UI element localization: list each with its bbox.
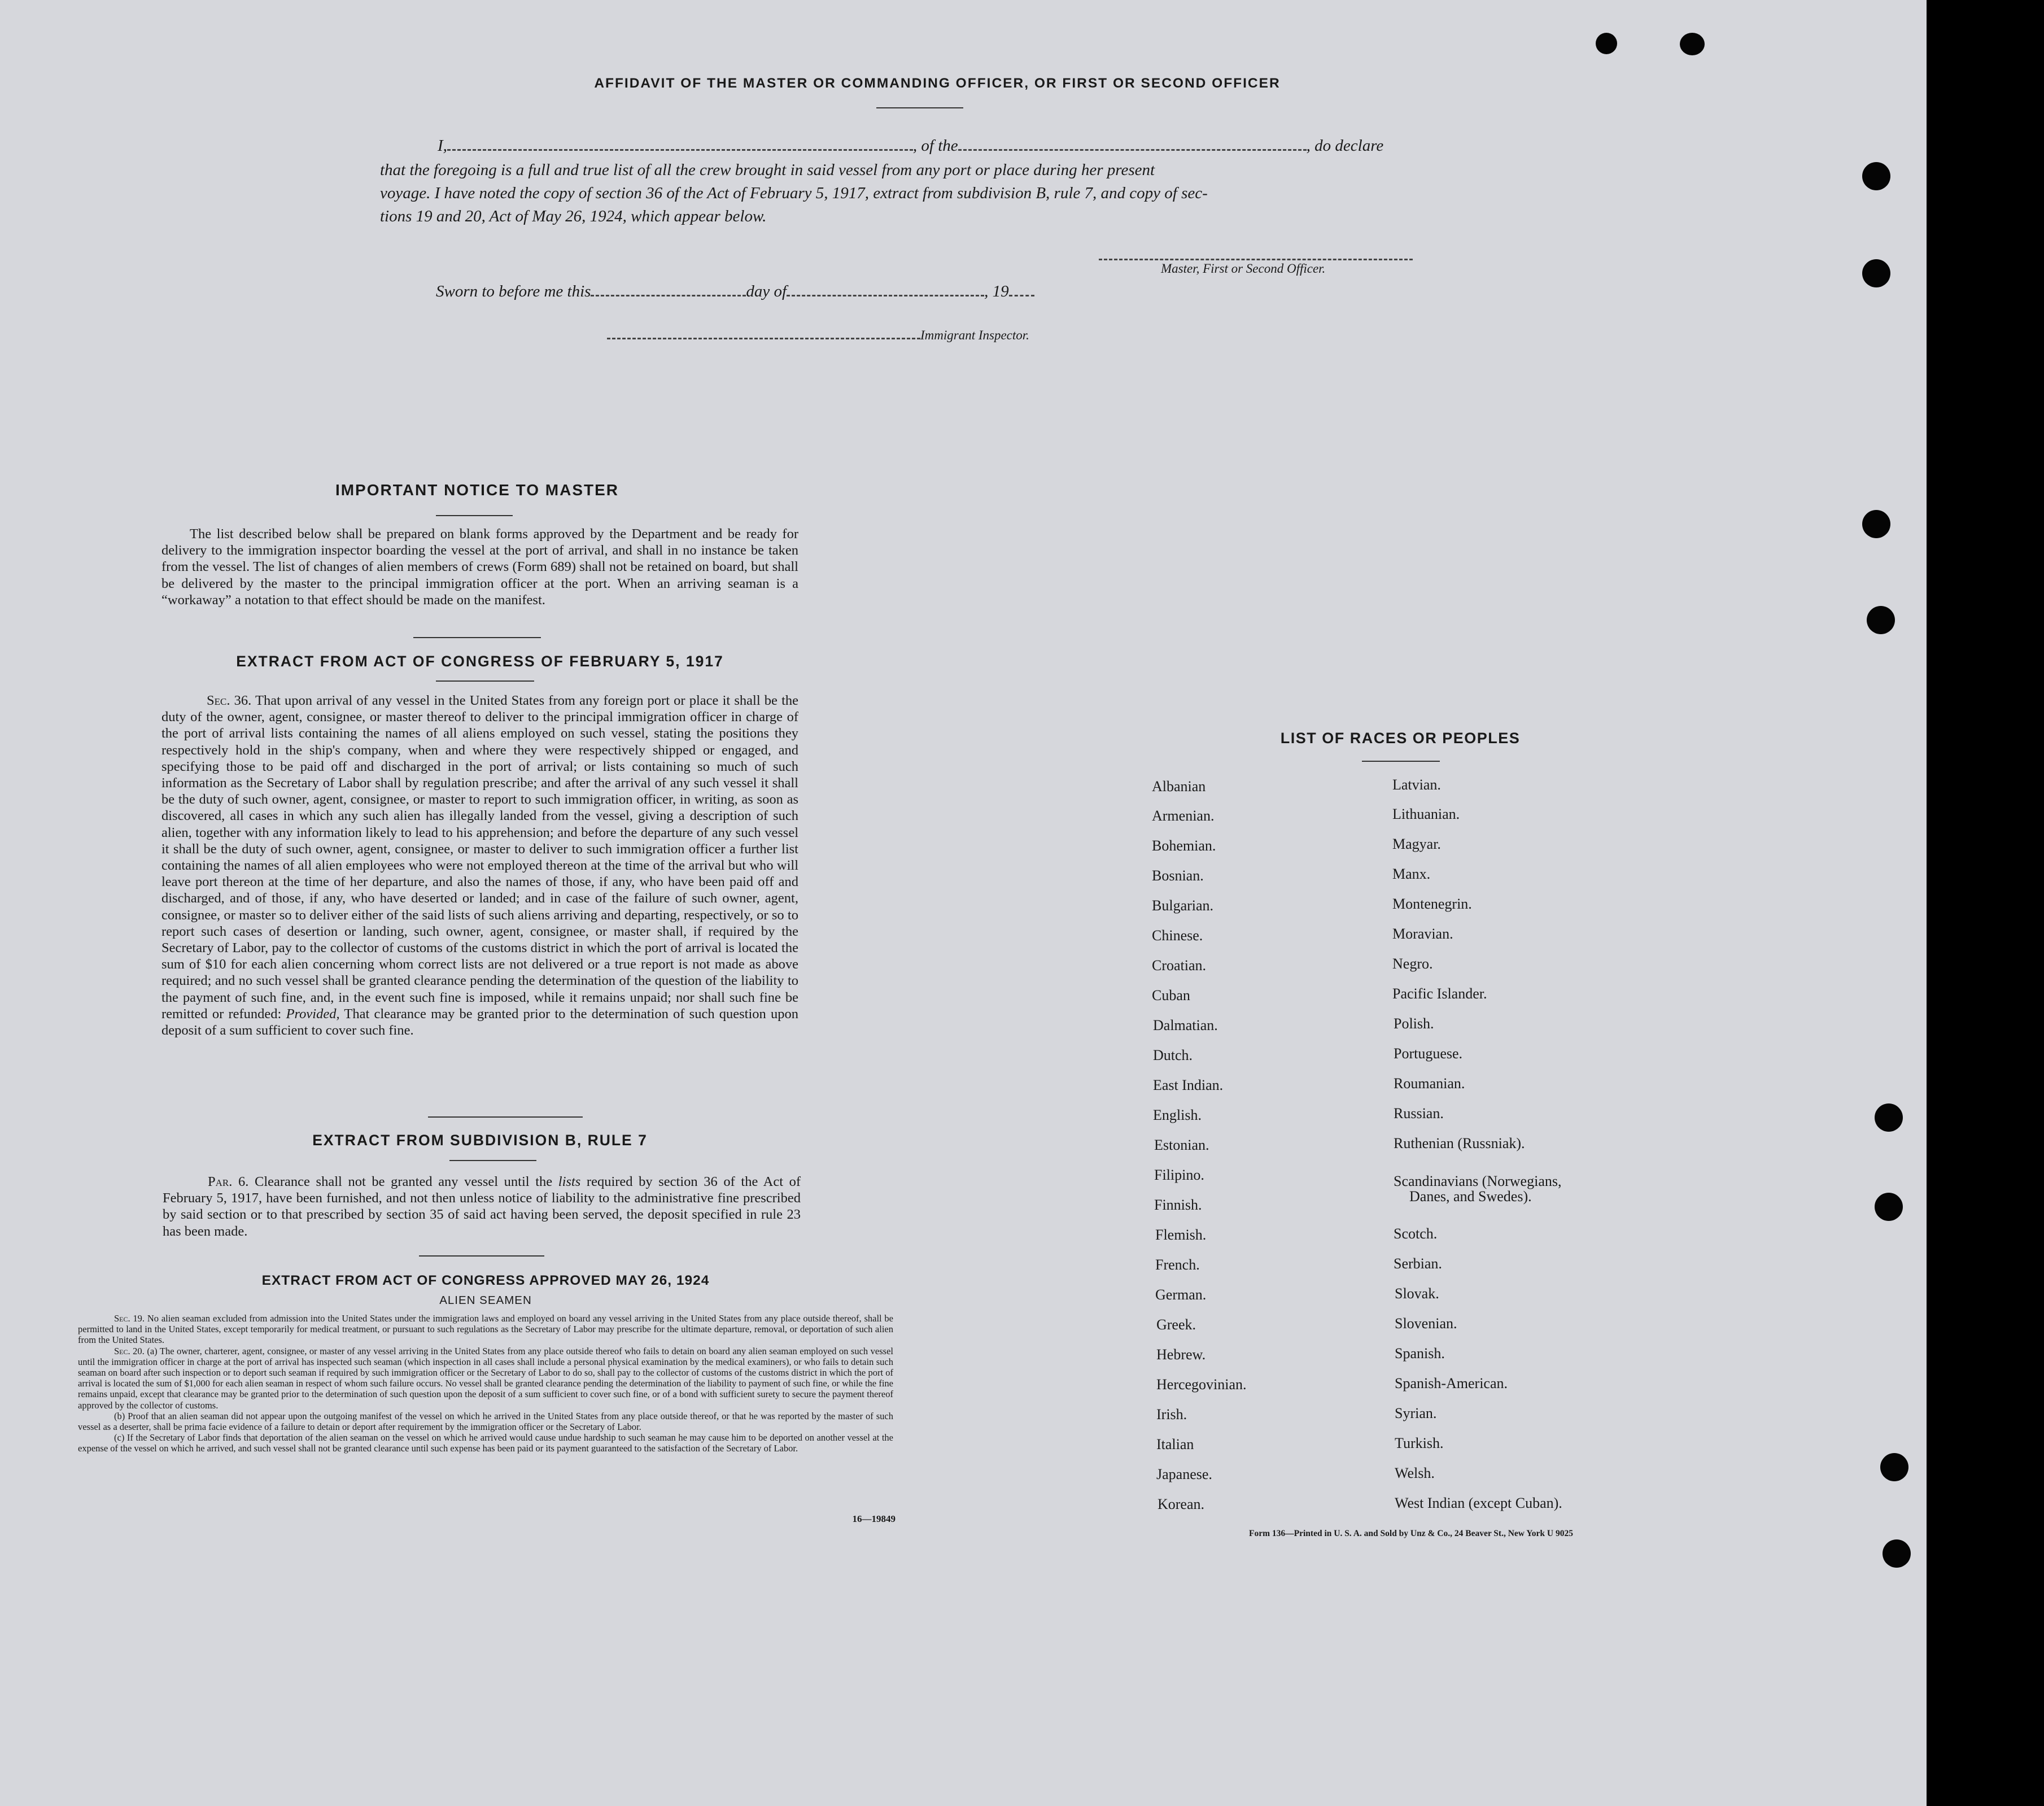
race-item-filipino: Filipino. (1154, 1167, 1204, 1183)
affidavit-line-2: that the foregoing is a full and true list of all the crew brought in said vessel from any port or place during her present (380, 161, 1155, 179)
punch-hole (1880, 1453, 1908, 1481)
race-item-dalmatian: Dalmatian. (1153, 1017, 1218, 1033)
master-name-field[interactable] (447, 143, 913, 151)
affidavit-title: AFFIDAVIT OF THE MASTER OR COMMANDING OFFICER, OR FIRST OR SECOND OFFICER (594, 76, 1281, 91)
vessel-name-field[interactable] (958, 143, 1307, 151)
race-item-russian: Russian. (1394, 1105, 1444, 1122)
race-item-serbian: Serbian. (1394, 1255, 1442, 1272)
inspector-line (607, 328, 1029, 343)
race-item-east-indian: East Indian. (1153, 1077, 1224, 1093)
divider (428, 1116, 583, 1118)
race-item-flemish: Flemish. (1155, 1227, 1207, 1243)
inspector-signature-field[interactable] (607, 332, 920, 339)
par-6-label: Par. 6. (208, 1174, 249, 1189)
race-item-bosnian: Bosnian. (1152, 867, 1204, 884)
affidavit-of-the: , of the (912, 137, 958, 155)
punch-hole (1862, 162, 1890, 190)
race-item-dutch: Dutch. (1153, 1047, 1193, 1063)
punch-hole (1875, 1103, 1903, 1132)
affidavit-declare: , do declare (1306, 137, 1384, 155)
sec-20c: (c) If the Secretary of Labor finds that deportation of the alien seaman on the vessel on which he arrived would cause undue hardship to such seaman he may cause him to be deported on another vessel at the expense of the vessel on which he arrived, and such vessel shall not be granted clearance until such expense has been paid or its payment guaranteed to the satisfaction of the Secretary of Labor. (78, 1432, 893, 1454)
extract-1924-title: EXTRACT FROM ACT OF CONGRESS APPROVED MAY 26, 1924 (261, 1273, 710, 1288)
master-signature-label: Master, First or Second Officer. (1161, 261, 1326, 276)
sworn-day-of: day of (746, 282, 787, 300)
par-6-body-b: required by section 36 of the Act of February 5, 1917, have been furnished, and not then unless notice of liability to the administrative fine prescribed by said section or to that prescribed by section 35 of said act having been served, the deposit specified in rule 23 has been made. (163, 1174, 801, 1239)
sworn-line (436, 282, 1034, 301)
notice-title: IMPORTANT NOTICE TO MASTER (335, 481, 619, 499)
punch-hole (1862, 510, 1890, 538)
race-item-english: English. (1153, 1107, 1202, 1123)
race-item-albanian: Albanian (1152, 778, 1206, 795)
race-item-scandinavians-norwegians: Scandinavians (Norwegians, (1394, 1173, 1562, 1189)
affidavit-line-1 (438, 137, 1448, 155)
race-item-japanese: Japanese. (1156, 1466, 1212, 1482)
race-item-welsh: Welsh. (1395, 1465, 1435, 1481)
race-item-slovak: Slovak. (1395, 1285, 1439, 1302)
sworn-year: , 19 (984, 282, 1009, 300)
race-item-syrian: Syrian. (1395, 1405, 1437, 1421)
divider (419, 1255, 544, 1257)
race-item-roumanian: Roumanian. (1394, 1075, 1465, 1092)
race-item-hebrew: Hebrew. (1156, 1346, 1206, 1363)
race-item-turkish: Turkish. (1395, 1435, 1444, 1451)
master-signature-field[interactable] (1099, 253, 1413, 260)
race-item-negro: Negro. (1392, 956, 1433, 972)
race-item-scotch: Scotch. (1394, 1225, 1438, 1242)
race-item-greek: Greek. (1156, 1316, 1196, 1333)
sec-20-label: Sec. 20. (114, 1345, 145, 1356)
sec-20b: (b) Proof that an alien seaman did not appear upon the outgoing manifest of the vessel on which he arrived in the United States from any place outside thereof, or that he was reported by the master of such vessel as a deserter, shall be prima facie evidence of a failure to detain or deport after requirement by the immigration officer or the Secretary of Labor. (78, 1410, 893, 1433)
alien-seamen-subtitle: ALIEN SEAMEN (439, 1294, 532, 1307)
affidavit-line-3: voyage. I have noted the copy of section 36 of the Act of February 5, 1917, extract from subdivision B, rule 7, and copy of sec- (380, 184, 1208, 202)
race-item-magyar: Magyar. (1392, 836, 1441, 852)
race-item-spanish-american: Spanish-American. (1395, 1375, 1508, 1391)
extract-1917-title: EXTRACT FROM ACT OF CONGRESS OF FEBRUARY 5, 1917 (236, 653, 724, 670)
sworn-prefix: Sworn to before me this (436, 282, 591, 300)
race-item-french: French. (1155, 1257, 1200, 1273)
print-code: 16—19849 (852, 1513, 896, 1524)
notice-text (161, 526, 798, 608)
race-item-italian: Italian (1156, 1436, 1194, 1452)
sworn-month-field[interactable] (787, 289, 984, 296)
race-item-scandinavians-cont: Danes, and Swedes). (1409, 1188, 1532, 1205)
race-item-armenian: Armenian. (1152, 808, 1215, 824)
punch-hole (1596, 33, 1617, 54)
par-6-body-a: Clearance shall not be granted any vessel until the (255, 1174, 553, 1189)
race-item-irish: Irish. (1156, 1406, 1187, 1423)
punch-hole (1875, 1193, 1903, 1221)
sworn-date-field[interactable] (591, 289, 746, 296)
sec-19-body: No alien seaman excluded from admission into the United States under the immigration laws and employed on board any vessel arriving in the United States from any place outside thereof, shall be permitted to land in the United States, except temporarily for medical treatment, or pursuant to such regulations as the Secretary of Labor may prescribe for the ultimate departure, removal, or deportation of such alien from the United States. (78, 1313, 893, 1346)
race-item-lithuanian: Lithuanian. (1392, 806, 1460, 822)
form-footer: Form 136—Printed in U. S. A. and Sold by Unz & Co., 24 Beaver St., New York U 9025 (1249, 1529, 1573, 1538)
race-item-korean: Korean. (1158, 1496, 1205, 1512)
sec-20a (78, 1346, 893, 1411)
affidavit-line-4: tions 19 and 20, Act of May 26, 1924, which appear below. (380, 207, 767, 225)
lists-word: lists (558, 1174, 581, 1189)
divider (413, 637, 541, 638)
punch-hole (1862, 259, 1890, 287)
race-item-ruthenian-russniak: Ruthenian (Russniak). (1394, 1135, 1525, 1151)
race-item-slovenian: Slovenian. (1395, 1315, 1457, 1332)
sec-36-body: That upon arrival of any vessel in the United States from any foreign port or place it shall be the duty of the owner, agent, consignee, or master thereof to deliver to the principal immigration officer in charge of the port of arrival lists containing the names of all aliens employed on such vessel, stating the positions they respectively hold in the ship's company, when and where they were respectively shipped or engaged, and specifying those to be paid off and discharged in the port of arrival; or lists containing so much of such information as the Secretary of Labor shall by regulation prescribe; and after the arrival of any such vessel it shall be the duty of such owner, agent, consignee, or master to report to such immigration officer, in writing, as soon as discovered, all cases in which any such alien has illegally landed from the vessel, giving a description of such alien, together with any information likely to lead to his apprehension; and before the departure of any such vessel it shall be the duty of such owner, agent, consignee, or master to deliver to such immigration officer a further list containing the names of all alien employees who were not employed thereon at the time of the arrival but who will leave port thereon at the time of her departure, and also the names of those, if any, who have been paid off and discharged, and of those, if any, who have deserted or landed; and in case of the failure of such owner, agent, consignee, or master so to deliver either of the said lists of such aliens arriving and departing, respectively, or so to report such cases of desertion or landing, such owner, agent, consignee, or master shall, if required by the Secretary of Labor, pay to the collector of customs of the customs district in which the port of arrival is located the sum of $10 for each alien concerning whom correct lists are not delivered or a true report is not made as above required; and no such vessel shall be granted clearance pending the determination of the question of the liability to the payment of such fine, and, in the event such fine is imposed, while it remains unpaid; nor shall such fine be remitted or refunded: (161, 693, 798, 1022)
race-item-west-indian-except-cuban: West Indian (except Cuban). (1395, 1495, 1562, 1511)
extract-1924-text (78, 1313, 893, 1454)
races-title: LIST OF RACES OR PEOPLES (1280, 730, 1521, 747)
race-item-hercegovinian: Hercegovinian. (1156, 1376, 1247, 1393)
subdivision-b-text (163, 1174, 801, 1240)
race-item-bohemian: Bohemian. (1152, 837, 1216, 854)
inspector-label: Immigrant Inspector. (920, 328, 1029, 342)
provided-word: Provided, (286, 1006, 340, 1022)
divider (436, 515, 513, 516)
race-item-cuban: Cuban (1152, 987, 1190, 1004)
extract-1917-text (161, 692, 798, 1039)
race-item-portuguese: Portuguese. (1394, 1045, 1463, 1062)
sworn-year-field[interactable] (1009, 289, 1034, 296)
race-item-manx: Manx. (1392, 866, 1431, 882)
sec-20a-body: (a) The owner, charterer, agent, consignee, or master of any vessel arriving in the United States from any place outside thereof who fails to detain on board any alien seaman employed on such vessel until the immigration officer in charge at the port of arrival has inspected such seaman (which inspection in all cases shall include a personal physical examination by the medical examiners), or who fails to detain such seaman on board after such inspection or to deport such seaman if required by such immigration officer or the Secretary of Labor to do so, shall pay to the collector of customs of the customs district in which the port of arrival is located the sum of $1,000 for each alien seaman in respect of whom such failure occurs. No vessel shall be granted clearance pending the determination of the liability to payment of such fine, or while the fine remains unpaid, except that clearance may be granted prior to the determination of such question upon the deposit of a sum sufficient to cover such fine, or of a bond with sufficient surety to secure the payment thereof approved by the collector of customs. (78, 1345, 893, 1411)
sec-36-end: That clearance may be granted prior to the determination of such question upon deposit of a sum sufficient to cover such fine. (161, 1006, 799, 1039)
punch-hole (1883, 1539, 1911, 1568)
race-item-montenegrin: Montenegrin. (1392, 896, 1472, 912)
divider (876, 107, 963, 108)
sec-36-label: Sec. 36. (207, 693, 252, 708)
affidavit-i: I, (438, 137, 447, 155)
divider (436, 680, 534, 682)
race-item-moravian: Moravian. (1392, 926, 1453, 942)
divider (449, 1160, 536, 1161)
sec-19 (78, 1313, 893, 1346)
race-item-german: German. (1155, 1286, 1207, 1303)
notice-body: The list described below shall be prepared on blank forms approved by the Department and be ready for delivery to the immigration inspector boarding the vessel at the port of arrival, and shall in no instance be taken from the vessel. The list of changes of alien members of crews (Form 689) shall not be retained on board, but shall be delivered by the master to the principal immigration officer at the port. When an arriving seaman is a “workaway” a notation to that effect should be made on the manifest. (161, 526, 798, 608)
race-item-chinese: Chinese. (1152, 927, 1203, 944)
race-item-estonian: Estonian. (1154, 1137, 1209, 1153)
divider (1362, 761, 1440, 762)
race-item-pacific-islander: Pacific Islander. (1392, 985, 1487, 1002)
race-item-spanish: Spanish. (1395, 1345, 1445, 1362)
sec-19-label: Sec. 19. (114, 1313, 145, 1324)
race-item-finnish: Finnish. (1154, 1197, 1202, 1213)
punch-hole (1867, 606, 1895, 634)
race-item-bulgarian: Bulgarian. (1152, 897, 1214, 914)
race-item-latvian: Latvian. (1392, 777, 1441, 793)
race-item-croatian: Croatian. (1152, 957, 1207, 974)
subdivision-b-title: EXTRACT FROM SUBDIVISION B, RULE 7 (312, 1132, 648, 1149)
race-item-polish: Polish. (1394, 1015, 1434, 1032)
punch-hole (1680, 33, 1705, 55)
